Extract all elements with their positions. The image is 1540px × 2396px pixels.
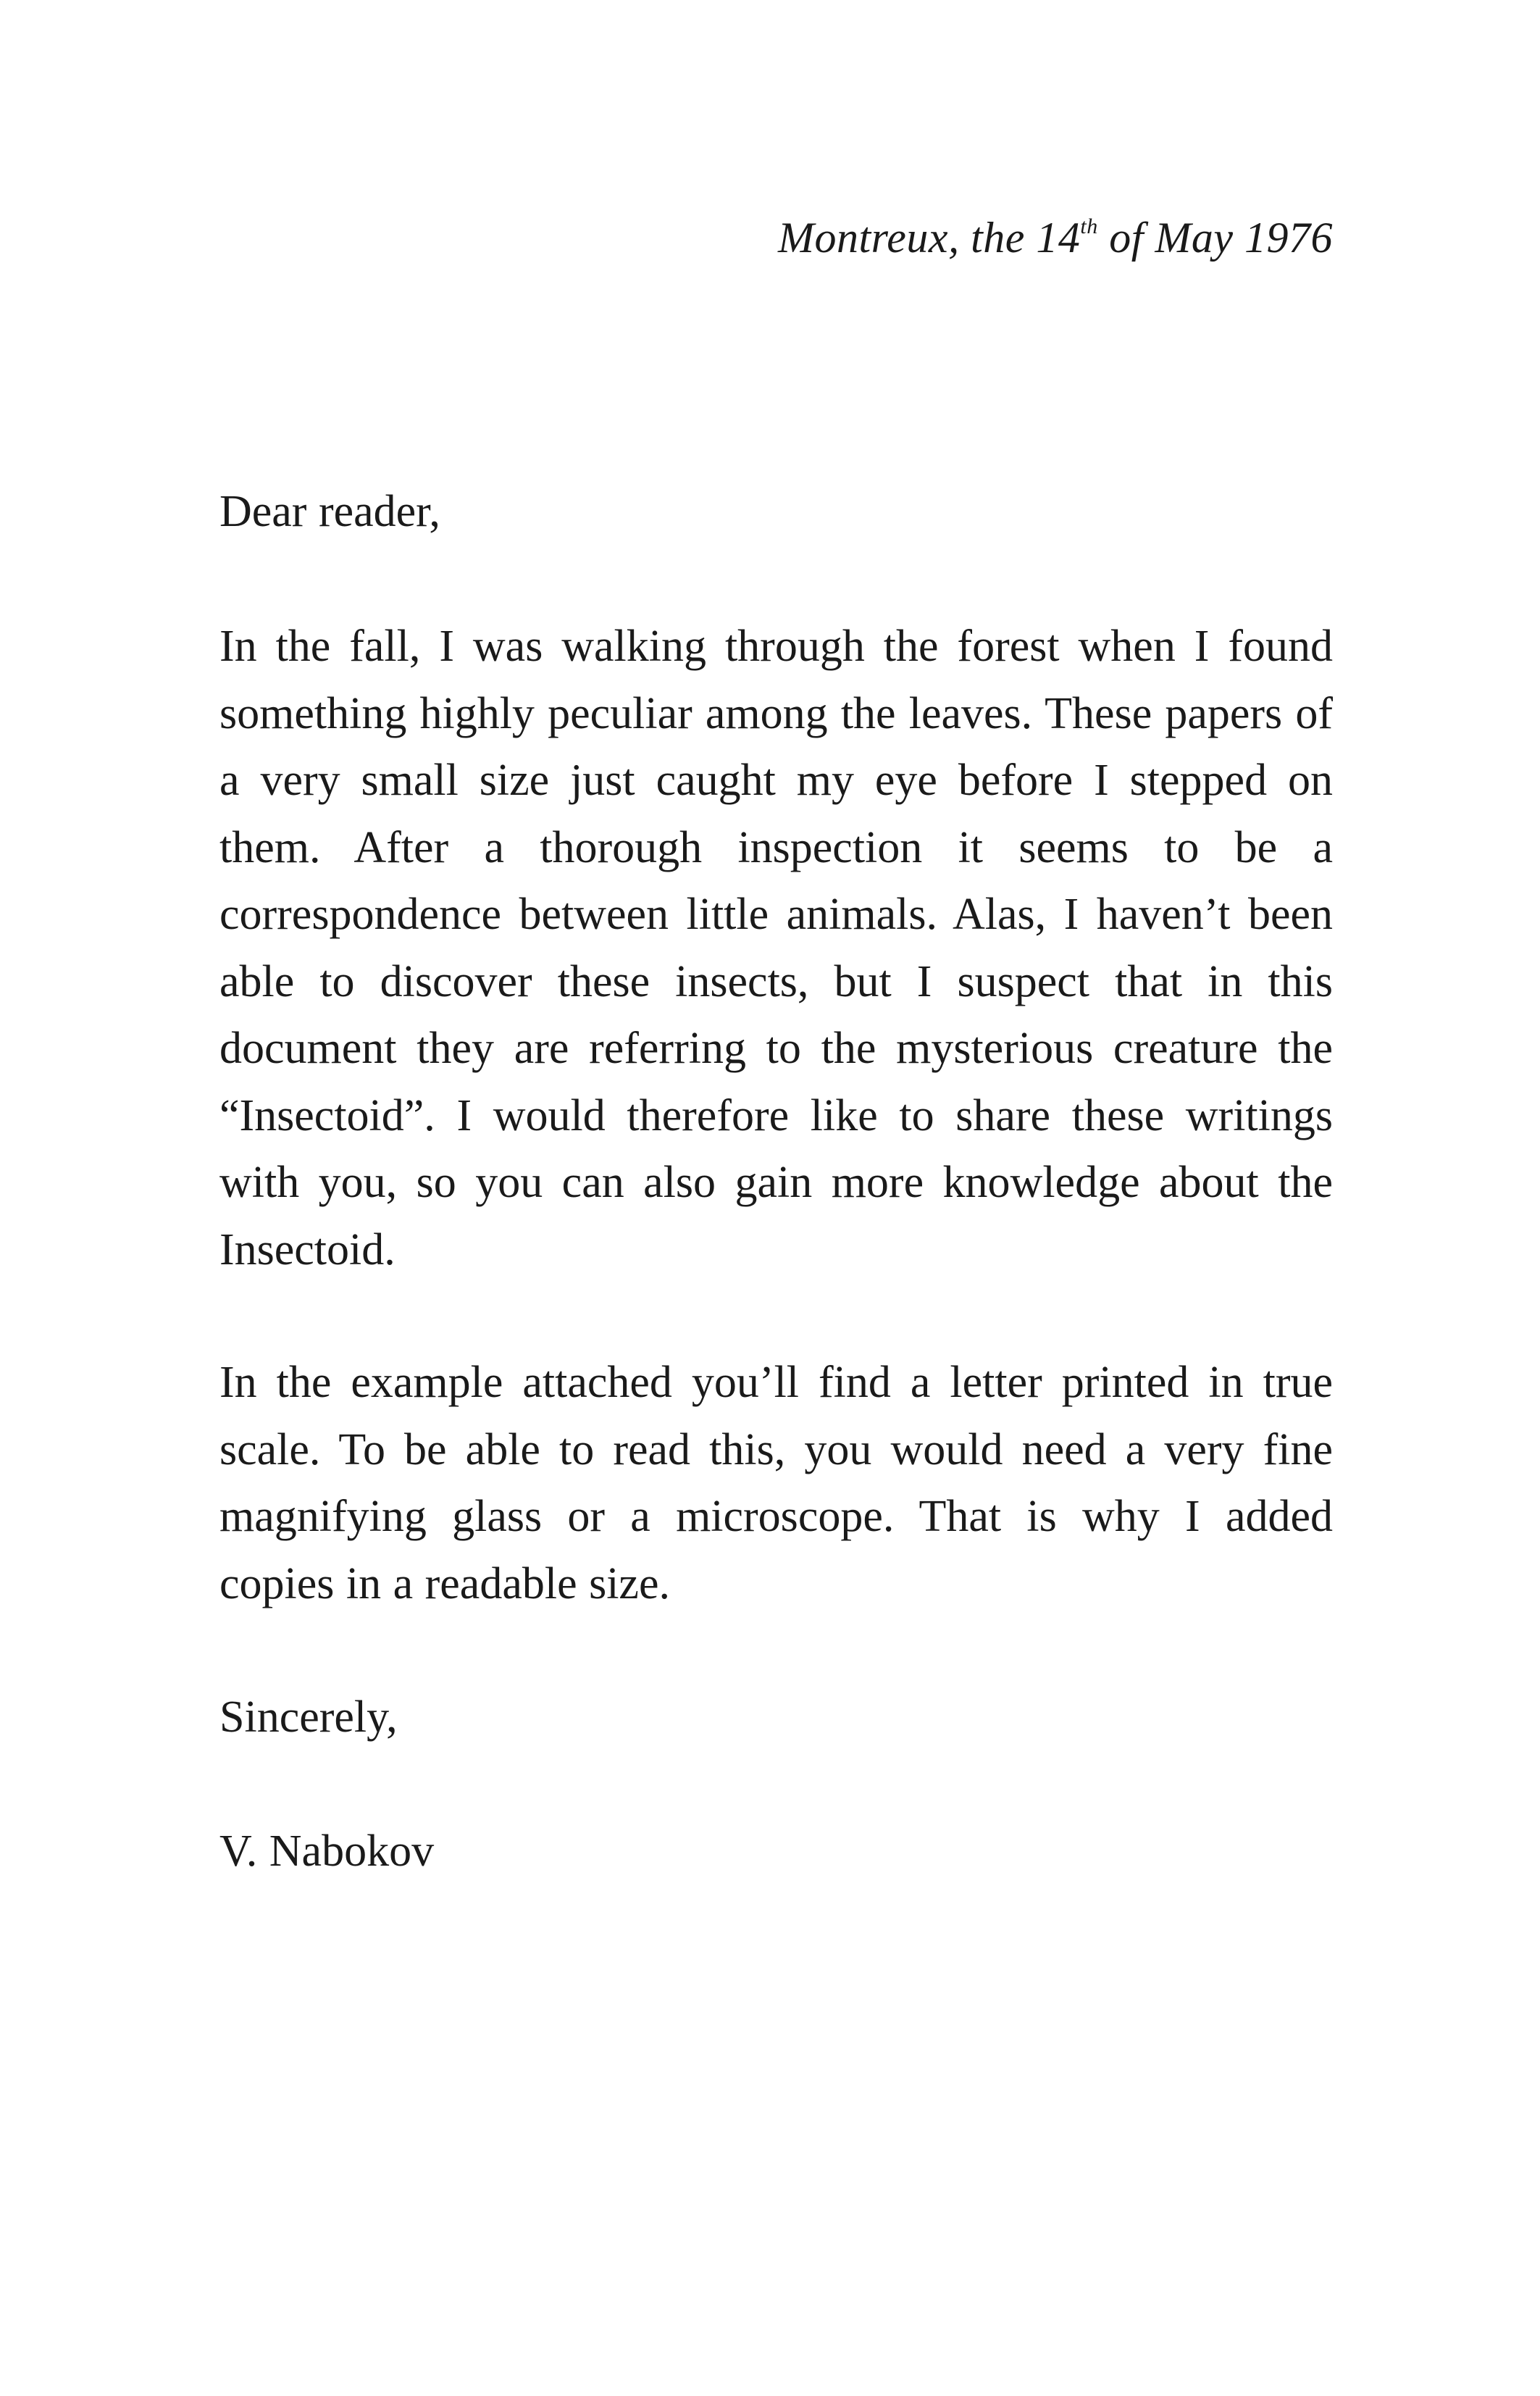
salutation: Dear reader, <box>219 487 440 536</box>
closing: Sincerely, <box>219 1692 398 1742</box>
dateline-month-year: of May 1976 <box>1097 214 1333 262</box>
body-paragraph-2: In the example attached you’ll find a letter printed in true scale. To be able to read this, you would need a very fine magnifying glass or a microscope. That is why I added copies in a readable size. <box>219 1358 1333 1608</box>
signature: V. Nabokov <box>219 1827 435 1876</box>
dateline-ordinal-suffix: th <box>1080 214 1098 238</box>
body-paragraph-1: In the fall, I was walking through the forest when I found something highly peculiar among the leaves. These papers of a very small size just caught my eye before I stepped on them. After a thorough inspection it seems to be a correspondence between little animals. Alas, I haven’t been able to discover these insects, but I suspect that in this document they are referring to the mysterious creature the “Insectoid”. I would therefore like to share these writings with you, so you can also gain more knowledge about the Insectoid. <box>219 622 1333 1274</box>
dateline <box>778 214 1333 262</box>
dateline-place-day: Montreux, the 14 <box>778 214 1081 262</box>
